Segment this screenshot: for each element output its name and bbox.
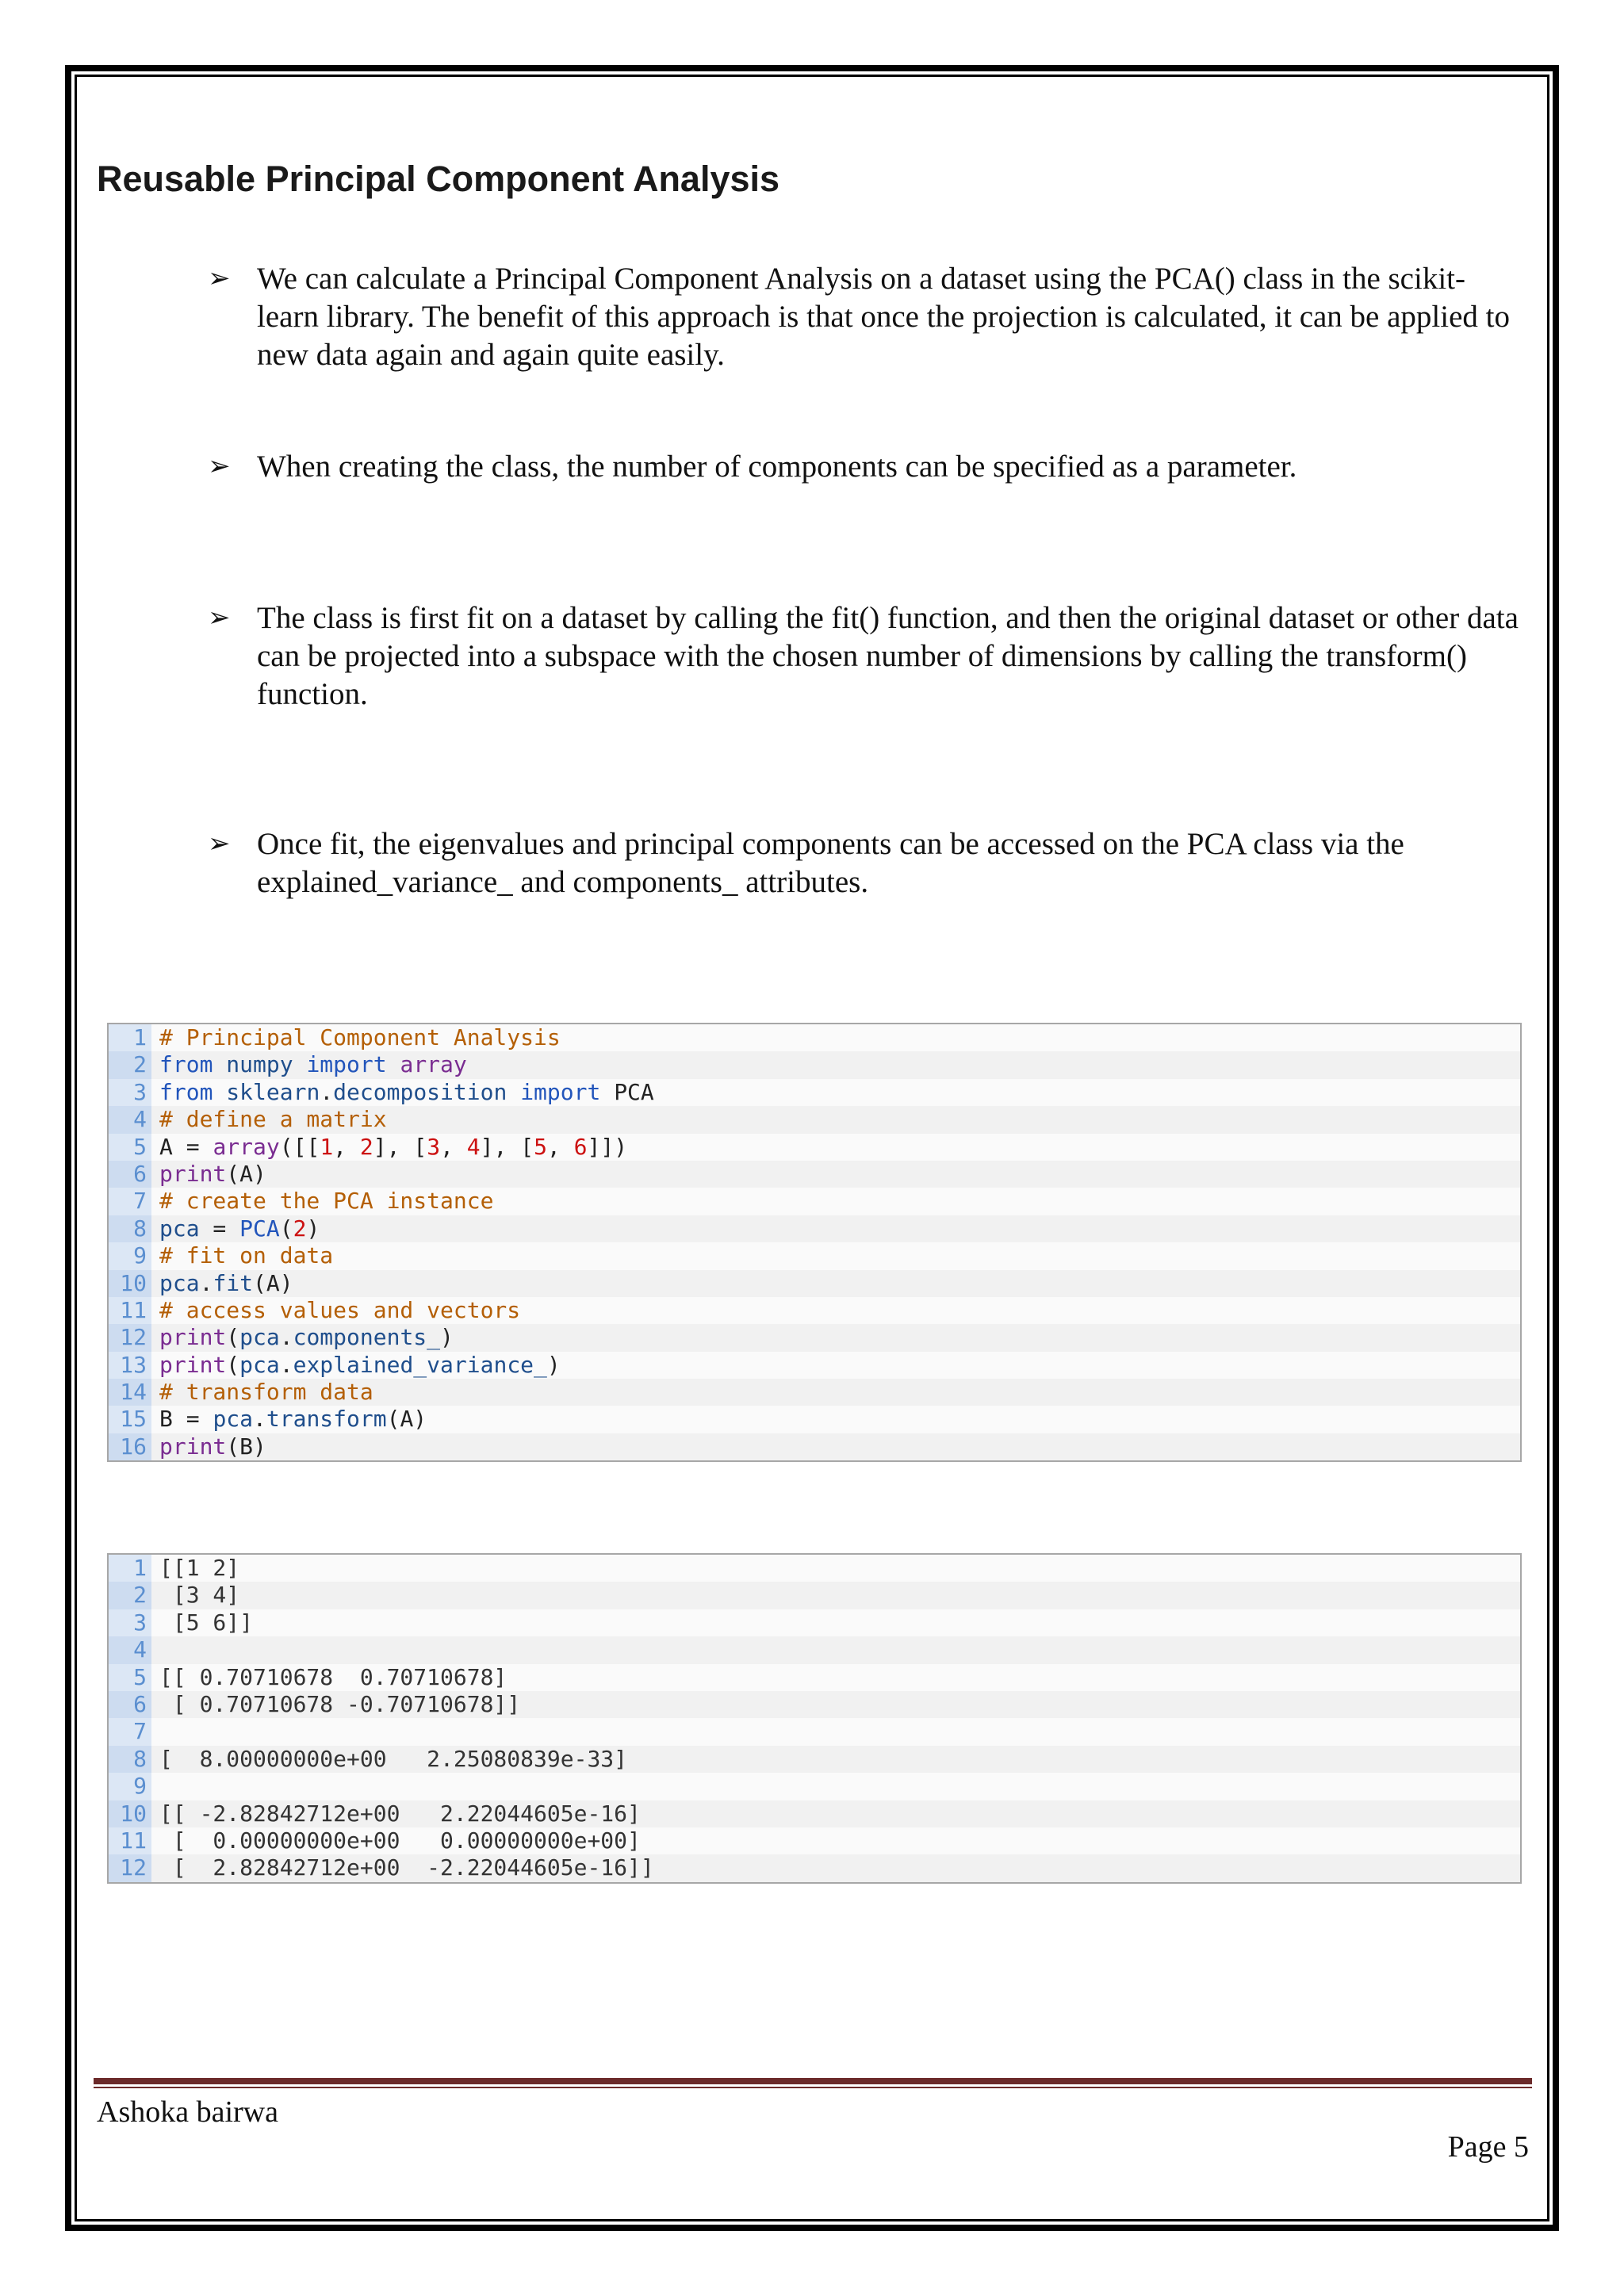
code-token: (A) [253,1269,293,1296]
code-token: print [159,1160,227,1187]
page-title: Reusable Principal Component Analysis [97,159,780,199]
line-content: [5 6]] [159,1609,254,1636]
code-token: ]]) [587,1133,628,1160]
line-number: 6 [109,1161,151,1188]
footer-divider-thin [94,2087,1532,2088]
code-line [109,1406,1520,1433]
line-number: 9 [109,1242,151,1269]
line-number: 4 [109,1106,151,1133]
code-token: transform [266,1406,387,1433]
code-token: print [159,1351,227,1378]
line-number: 7 [109,1718,151,1745]
output-line [109,1555,1520,1582]
line-content [159,1215,320,1242]
line-content: [ 2.82842712e+00 -2.22044605e-16]] [159,1854,654,1881]
code-token: 6 [573,1133,588,1160]
line-content: [ 8.00000000e+00 2.25080839e-33] [159,1745,628,1772]
code-token: ) [306,1215,320,1242]
bullet-text: When creating the class, the number of components can be specified as a parameter. [257,450,1297,484]
code-token [387,1051,400,1077]
code-token: , [333,1133,360,1160]
line-number: 2 [109,1051,151,1078]
page-number: Page 5 [1447,2130,1529,2164]
output-listing [107,1553,1522,1884]
output-line [109,1609,1520,1636]
arrow-bullet-icon: ➢ [208,603,231,633]
line-number: 8 [109,1215,151,1242]
output-line [109,1718,1520,1745]
code-token: from [159,1051,213,1078]
code-token: from [159,1078,213,1105]
code-token: # transform data [159,1379,373,1406]
line-content [159,1297,520,1324]
code-token: 2 [359,1133,373,1160]
code-token: import [520,1078,601,1105]
line-number: 7 [109,1188,151,1215]
line-content [159,1024,561,1051]
code-token: fit [213,1269,254,1296]
line-number: 11 [109,1827,151,1854]
line-content: [ 0.70710678 -0.70710678]] [159,1690,521,1717]
code-token: explained_variance_ [293,1351,547,1378]
line-number: 12 [109,1324,151,1351]
code-token: A = [159,1133,213,1160]
code-token: . [199,1269,213,1296]
code-token: ( [279,1215,293,1242]
code-line [109,1079,1520,1106]
code-token: # create the PCA instance [159,1188,494,1215]
code-line [109,1215,1520,1242]
code-token: ( [226,1324,240,1351]
line-number: 8 [109,1746,151,1773]
output-line [109,1636,1520,1663]
line-content [159,1106,387,1133]
line-number: 14 [109,1379,151,1406]
code-token [213,1051,226,1077]
code-line [109,1270,1520,1297]
output-line [109,1854,1520,1881]
code-line [109,1352,1520,1379]
line-content [159,1406,427,1433]
line-content [159,1433,266,1460]
code-token: pca [213,1406,254,1433]
line-content [159,1352,561,1379]
code-line [109,1297,1520,1324]
code-token: print [159,1433,227,1460]
line-number: 5 [109,1664,151,1691]
line-number: 1 [109,1555,151,1582]
code-token: components_ [293,1324,441,1351]
code-token: ( [226,1351,240,1378]
line-number: 10 [109,1270,151,1297]
code-token: = [199,1215,240,1242]
code-token [293,1051,307,1077]
code-token: # Principal Component Analysis [159,1024,561,1050]
code-token: (A) [226,1160,266,1187]
line-content: [[ 0.70710678 0.70710678] [159,1663,508,1690]
line-content [159,1242,333,1269]
code-token: 4 [466,1133,481,1160]
code-token: array [213,1133,280,1160]
output-line [109,1691,1520,1718]
code-token: . [320,1078,334,1105]
footer-divider [94,2078,1532,2084]
line-content [159,1051,467,1078]
line-content: [[1 2] [159,1555,240,1581]
code-token: 5 [534,1133,547,1160]
code-token: pca [239,1324,280,1351]
output-line [109,1827,1520,1854]
output-line [109,1582,1520,1609]
code-token: B = [159,1406,213,1433]
code-token: . [253,1406,266,1433]
code-token: pca [159,1269,200,1296]
code-token: # define a matrix [159,1106,387,1133]
code-token: . [279,1324,293,1351]
code-token: ([[ [279,1133,320,1160]
code-token: # fit on data [159,1242,334,1269]
code-token: , [440,1133,467,1160]
code-token: pca [159,1215,200,1242]
code-token: decomposition [333,1078,508,1105]
line-number: 12 [109,1854,151,1881]
code-line [109,1161,1520,1188]
line-number: 3 [109,1079,151,1106]
arrow-bullet-icon: ➢ [208,829,231,859]
code-token: ) [546,1351,561,1378]
output-line [109,1746,1520,1773]
arrow-bullet-icon: ➢ [208,264,231,293]
code-line [109,1106,1520,1133]
bullet-text: We can calculate a Principal Component Analysis on a dataset using the PCA() class in the scikit-learn library. The benefit of this approach is that once the projection is calculated, it can be applied to new data again and again quite easily. [257,262,1510,372]
code-token: numpy [226,1051,293,1078]
line-content [159,1379,373,1406]
line-content: [[ -2.82842712e+00 2.22044605e-16] [159,1800,641,1827]
line-content [159,1270,293,1297]
code-token: PCA [600,1078,654,1105]
line-content: [3 4] [159,1582,240,1609]
bullet-text: Once fit, the eigenvalues and principal components can be accessed on the PCA class via the explained_variance_ and components_ attributes. [257,827,1404,899]
line-number: 5 [109,1134,151,1161]
output-line [109,1664,1520,1691]
footer-author: Ashoka bairwa [97,2095,278,2129]
line-number: 16 [109,1433,151,1460]
line-content [159,1079,654,1106]
line-content [159,1161,266,1188]
line-number: 15 [109,1406,151,1433]
line-number: 13 [109,1352,151,1379]
code-token: (A) [386,1406,427,1433]
code-token: ], [ [373,1133,427,1160]
line-content [159,1188,493,1215]
output-line [109,1800,1520,1827]
code-token: pca [239,1351,280,1378]
code-token [507,1079,520,1105]
line-number: 11 [109,1297,151,1324]
line-number: 1 [109,1024,151,1051]
code-token: import [306,1051,387,1078]
code-token: (B) [226,1433,266,1460]
code-token: # access values and vectors [159,1296,521,1323]
line-content [159,1134,627,1161]
code-token: print [159,1324,227,1351]
code-token: . [279,1351,293,1378]
code-token: , [546,1133,574,1160]
line-content: [ 0.00000000e+00 0.00000000e+00] [159,1827,641,1854]
code-line [109,1134,1520,1161]
line-number: 2 [109,1582,151,1609]
code-token: ], [ [480,1133,534,1160]
output-line [109,1773,1520,1800]
code-token: array [400,1051,467,1078]
code-token: 1 [320,1133,334,1160]
line-number: 3 [109,1609,151,1636]
line-number: 9 [109,1773,151,1800]
code-token: 3 [427,1133,441,1160]
code-line [109,1433,1520,1460]
line-number: 4 [109,1636,151,1663]
line-number: 10 [109,1800,151,1827]
code-token: 2 [293,1215,307,1242]
code-line [109,1379,1520,1406]
code-line [109,1324,1520,1351]
code-token: PCA [239,1215,280,1242]
code-token [213,1079,226,1105]
arrow-bullet-icon: ➢ [208,452,231,481]
bullet-text: The class is first fit on a dataset by calling the fit() function, and then the original dataset or other data can be projected into a subspace with the chosen number of dimensions by calling the transform() function. [257,601,1519,711]
line-number: 6 [109,1691,151,1718]
code-token: sklearn [226,1078,320,1105]
code-line [109,1188,1520,1215]
code-token: ) [440,1324,454,1351]
code-line [109,1242,1520,1269]
code-line [109,1051,1520,1078]
line-content [159,1324,454,1351]
code-line [109,1024,1520,1051]
code-listing [107,1023,1522,1462]
